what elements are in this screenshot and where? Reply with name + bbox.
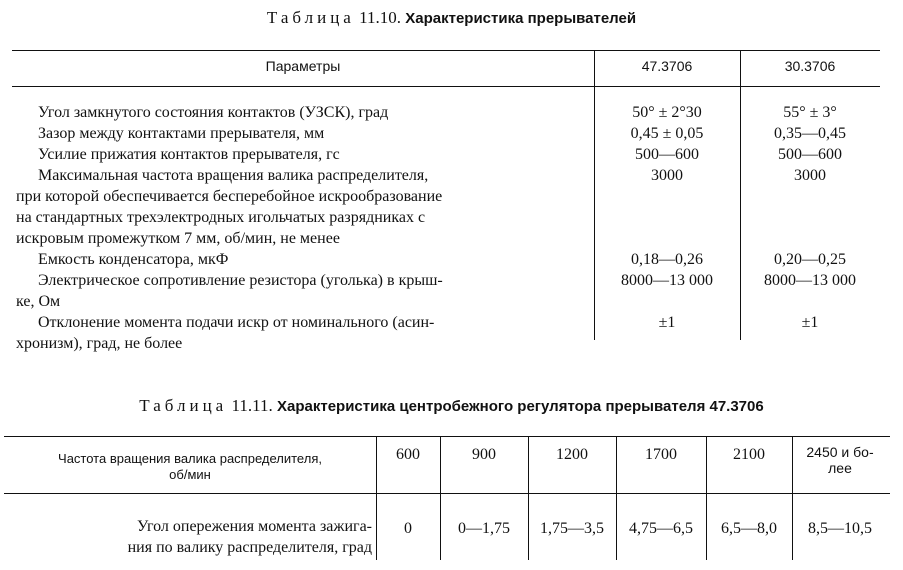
table-number: 11.11.: [231, 396, 273, 415]
label-line: ния по валику распределителя, град: [127, 539, 372, 556]
table-11-11-caption: [0, 396, 903, 416]
param-line: Максимальная частота вращения валика распределителя,: [38, 167, 429, 184]
value-cell: [594, 186, 740, 207]
table-header-rule: [12, 86, 880, 87]
value-cell: 500—600: [635, 146, 699, 163]
table-11-10: [12, 50, 880, 350]
frequency-value: 900: [472, 446, 496, 463]
angle-value: 8,5—10,5: [808, 520, 872, 537]
row-label-advance-angle: [4, 516, 372, 558]
frequency-value: 600: [396, 446, 420, 463]
value-cell: 8000—13 000: [764, 272, 856, 289]
value-cell: ±1: [801, 314, 819, 331]
table-label: Таблица: [139, 396, 228, 415]
table-top-rule: [4, 436, 890, 437]
angle-value: 4,75—6,5: [629, 520, 693, 537]
value-cell: 0,18—0,26: [631, 251, 703, 268]
angle-value: 6,5—8,0: [721, 520, 777, 537]
value-cell: [594, 228, 740, 249]
value-cell: 3000: [794, 167, 826, 184]
param-line: искровым промежутком 7 мм, об/мин, не менее: [16, 230, 340, 247]
value-cell: [740, 333, 880, 354]
label-line: 2450 и бо-: [806, 444, 874, 460]
header-params: Параметры: [265, 58, 341, 74]
value-cell: 3000: [651, 167, 683, 184]
param-line: Усилие прижатия контактов прерывателя, гс: [38, 146, 340, 163]
value-cell: 55° ± 3°: [783, 104, 837, 121]
value-cell: ±1: [658, 314, 676, 331]
label-line: об/мин: [169, 467, 211, 482]
angle-value: 1,75—3,5: [540, 520, 604, 537]
value-cell: 500—600: [778, 146, 842, 163]
table-11-10-caption: [0, 8, 903, 28]
param-line: Емкость конденсатора, мкФ: [38, 251, 229, 268]
values-47-column: [594, 102, 740, 354]
table-top-rule: [12, 50, 880, 51]
value-cell: 50° ± 2°30: [632, 104, 702, 121]
table-title: Характеристика центробежного регулятора прерывателя 47.3706: [276, 398, 764, 415]
param-line: ке, Ом: [16, 293, 61, 310]
value-cell: 0,20—0,25: [774, 251, 846, 268]
table-11-11: [4, 436, 890, 566]
header-model-47: 47.3706: [641, 58, 693, 74]
header-model-30: 30.3706: [784, 58, 836, 74]
frequency-value-last: [792, 444, 888, 476]
table-title: Характеристика прерывателей: [405, 10, 637, 27]
frequency-value: 1700: [645, 446, 677, 463]
param-line: Отклонение момента подачи искр от номинального (асин-: [38, 314, 435, 331]
value-cell: [740, 291, 880, 312]
label-line: Угол опережения момента зажига-: [137, 518, 372, 535]
table-label: Таблица: [266, 8, 355, 27]
param-line: Зазор между контактами прерывателя, мм: [38, 125, 325, 142]
value-cell: [594, 291, 740, 312]
frequency-value: 2100: [733, 446, 765, 463]
param-line: Угол замкнутого состояния контактов (УЗСК), град: [38, 104, 389, 121]
parameters-column: [16, 102, 588, 354]
value-cell: [594, 333, 740, 354]
table-number: 11.10.: [359, 8, 401, 27]
angle-value: 0: [404, 520, 412, 537]
value-cell: 0,35—0,45: [774, 125, 846, 142]
param-line: хронизм), град, не более: [16, 335, 183, 352]
param-line: на стандартных трехэлектродных игольчатых разрядниках с: [16, 209, 426, 226]
label-line: лее: [828, 460, 852, 476]
row-label-frequency: [4, 451, 376, 483]
label-line: Частота вращения валика распределителя,: [58, 451, 322, 466]
param-line: Электрическое сопротивление резистора (уголька) в крыш-: [38, 272, 443, 289]
value-cell: [594, 207, 740, 228]
value-cell: [740, 228, 880, 249]
table-header-rule: [4, 493, 890, 494]
value-cell: [740, 207, 880, 228]
values-30-column: [740, 102, 880, 354]
value-cell: 0,45 ± 0,05: [630, 125, 704, 142]
frequency-value: 1200: [556, 446, 588, 463]
param-line: при которой обеспечивается бесперебойное искрообразование: [16, 188, 443, 205]
value-cell: 8000—13 000: [621, 272, 713, 289]
angle-value: 0—1,75: [458, 520, 510, 537]
value-cell: [740, 186, 880, 207]
